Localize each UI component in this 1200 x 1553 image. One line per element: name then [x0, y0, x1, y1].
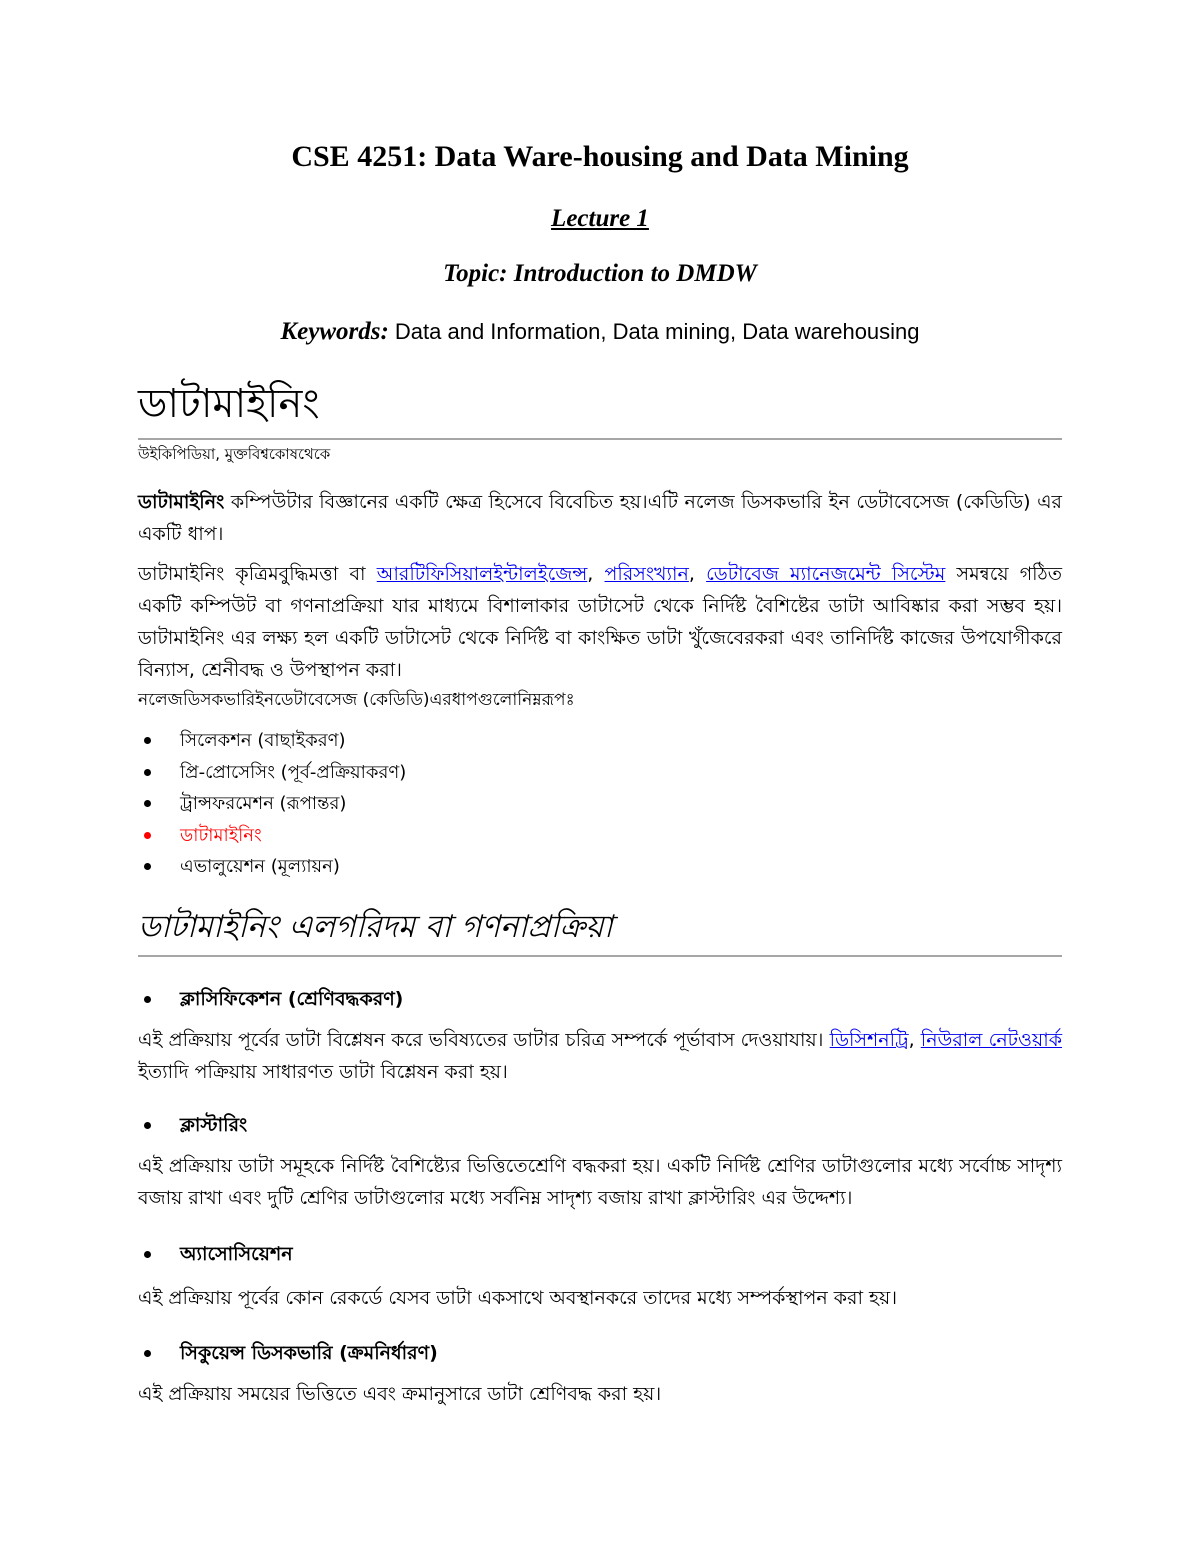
clustering-paragraph: এই প্রক্রিয়ায় ডাটা সমূহকে নির্দিষ্ট বৈশিষ্ট্যের ভিত্তিতেশ্রেণি বদ্ধকরা হয়। একটি নির্দিষ্ট শ্রেণির ডাটাগুলোর মধ্যে সর্বোচ্চ সাদৃশ্য বজায় রাখা এবং দুটি শ্রেণির ডাটাগুলোর মধ্যে সর্বনিম্ন সাদৃশ্য বজায় রাখা ক্লাস্টারিং এর উদ্দেশ্য। — [138, 1155, 1062, 1209]
keywords-text: Data and Information, Data mining, Data warehousing — [388, 319, 920, 344]
subheading-label: ক্লাস্টারিং — [180, 1114, 248, 1136]
bullet-icon — [144, 863, 151, 870]
list-item-highlighted — [140, 820, 406, 852]
subheading-clustering — [140, 1110, 247, 1140]
section-heading-datamining: ডাটামাইনিং — [138, 381, 320, 427]
keywords-line — [0, 318, 1200, 346]
bullet-icon — [144, 996, 151, 1003]
bullet-icon — [144, 769, 151, 776]
heading-divider — [138, 438, 1062, 440]
link-neural-network[interactable]: নিউরাল নেটওয়ার্ক — [920, 1029, 1062, 1051]
link-statistics[interactable]: পরিসংখ্যান — [604, 563, 689, 585]
subheading-classification — [140, 984, 403, 1014]
list-item-label: এভালুয়েশন (মূল্যায়ন) — [180, 856, 340, 877]
definition-sep-2: , — [688, 563, 707, 585]
link-decision-tree[interactable]: ডিসিশনট্রি — [829, 1029, 909, 1051]
topic-line: Topic: Introduction to DMDW — [443, 260, 757, 287]
definition-sep-1: , — [587, 563, 605, 585]
subheading-sequence-discovery — [140, 1338, 438, 1368]
list-item — [140, 788, 406, 820]
document-title: CSE 4251: Data Ware-housing and Data Mining — [291, 140, 909, 173]
list-item-label: প্রি-প্রোসেসিং (পূর্ব-প্রক্রিয়াকরণ) — [180, 761, 407, 783]
lecture-number: Lecture 1 — [551, 205, 649, 232]
classification-sep: , — [908, 1029, 921, 1051]
sequence-paragraph: এই প্রক্রিয়ায় সময়ের ভিত্তিতে এবং ক্রমানুসারে ডাটা শ্রেণিবদ্ধ করা হয়। — [138, 1383, 662, 1405]
intro-paragraph — [138, 486, 1062, 550]
definition-paragraph — [138, 558, 1062, 686]
list-item — [140, 851, 406, 883]
intro-text: কম্পিউটার বিজ্ঞানের একটি ক্ষেত্র হিসেবে বিবেচিত হয়।এটি নলেজ ডিসকভারি ইন ডেটাবেসেজ (কেডিডি) এর একটি ধাপ। — [138, 491, 1062, 545]
list-item — [140, 725, 406, 757]
section-heading-algorithms: ডাটামাইনিং এলগরিদম বা গণনাপ্রক্রিয়া — [138, 909, 613, 945]
association-paragraph: এই প্রক্রিয়ায় পূর্বের কোন রেকর্ডে যেসব ডাটা একসাথে অবস্থানকরে তাদের মধ্যে সম্পর্কস্থাপন করা হয়। — [138, 1287, 898, 1309]
bullet-icon — [144, 800, 151, 807]
classification-text-end: ইত্যাদি পক্রিয়ায় সাধারণত ডাটা বিশ্লেষন করা হয়। — [138, 1061, 508, 1083]
bullet-icon — [144, 737, 151, 744]
subheading-label: ক্লাসিফিকেশন (শ্রেণিবদ্ধকরণ) — [180, 988, 404, 1010]
definition-text-start: ডাটামাইনিং কৃত্রিমবুদ্ধিমত্তা বা — [138, 563, 377, 585]
subheading-label: অ্যাসোসিয়েশন — [180, 1243, 293, 1265]
bullet-icon — [144, 1251, 151, 1258]
list-item-label: ডাটামাইনিং — [180, 824, 262, 846]
source-line: উইকিপিডিয়া, মুক্তবিশ্বকোষথেকে — [138, 445, 331, 463]
list-item-label: সিলেকশন (বাছাইকরণ) — [180, 730, 346, 751]
list-item — [140, 757, 406, 789]
bullet-icon — [144, 832, 151, 839]
heading-divider — [138, 955, 1062, 957]
intro-bold-term: ডাটামাইনিং — [138, 491, 225, 513]
kdd-steps-intro: নলেজডিসকভারিইনডেটাবেসেজ (কেডিডি)এরধাপগুলোনিম্নরূপঃ — [138, 690, 575, 710]
link-database-management-system[interactable]: ডেটাবেজ ম্যানেজমেন্ট সিস্টেম — [706, 563, 946, 585]
bullet-icon — [144, 1350, 151, 1357]
kdd-steps-list — [140, 725, 406, 883]
classification-text-start: এই প্রক্রিয়ায় পূর্বের ডাটা বিশ্লেষন করে ভবিষ্যতের ডাটার চরিত্র সম্পর্কে পূর্ভাবাস দেওয়াযায়। — [138, 1029, 830, 1051]
keywords-label: Keywords: — [280, 318, 389, 345]
subheading-association — [140, 1239, 293, 1269]
list-item-label: ট্রান্সফরমেশন (রূপান্তর) — [180, 793, 347, 814]
subheading-label: সিকুয়েন্স ডিসকভারি (ক্রমনির্ধারণ) — [180, 1342, 438, 1364]
classification-paragraph — [138, 1024, 1062, 1088]
bullet-icon — [144, 1122, 151, 1129]
definition-text-end: সমন্বয়ে গঠিত একটি কম্পিউট বা গণনাপ্রক্রিয়া যার মাধ্যমে বিশালাকার ডাটাসেট থেকে নির্দিষ্ট বৈশিষ্টের ডাটা আবিষ্কার করা সম্ভব হয়। ডাটামাইনিং এর লক্ষ্য হল একটি ডাটাসেট থেকে নির্দিষ্ট বা কাংক্ষিত ডাটা খুঁজেবেরকরা এবং তানির্দিষ্ট কাজের উপযোগীকরে বিন্যাস, শ্রেনীবদ্ধ ও উপস্থাপন করা। — [138, 563, 1063, 681]
link-artificial-intelligence[interactable]: আরটিফিসিয়ালইন্টালইজেন্স — [376, 563, 588, 585]
